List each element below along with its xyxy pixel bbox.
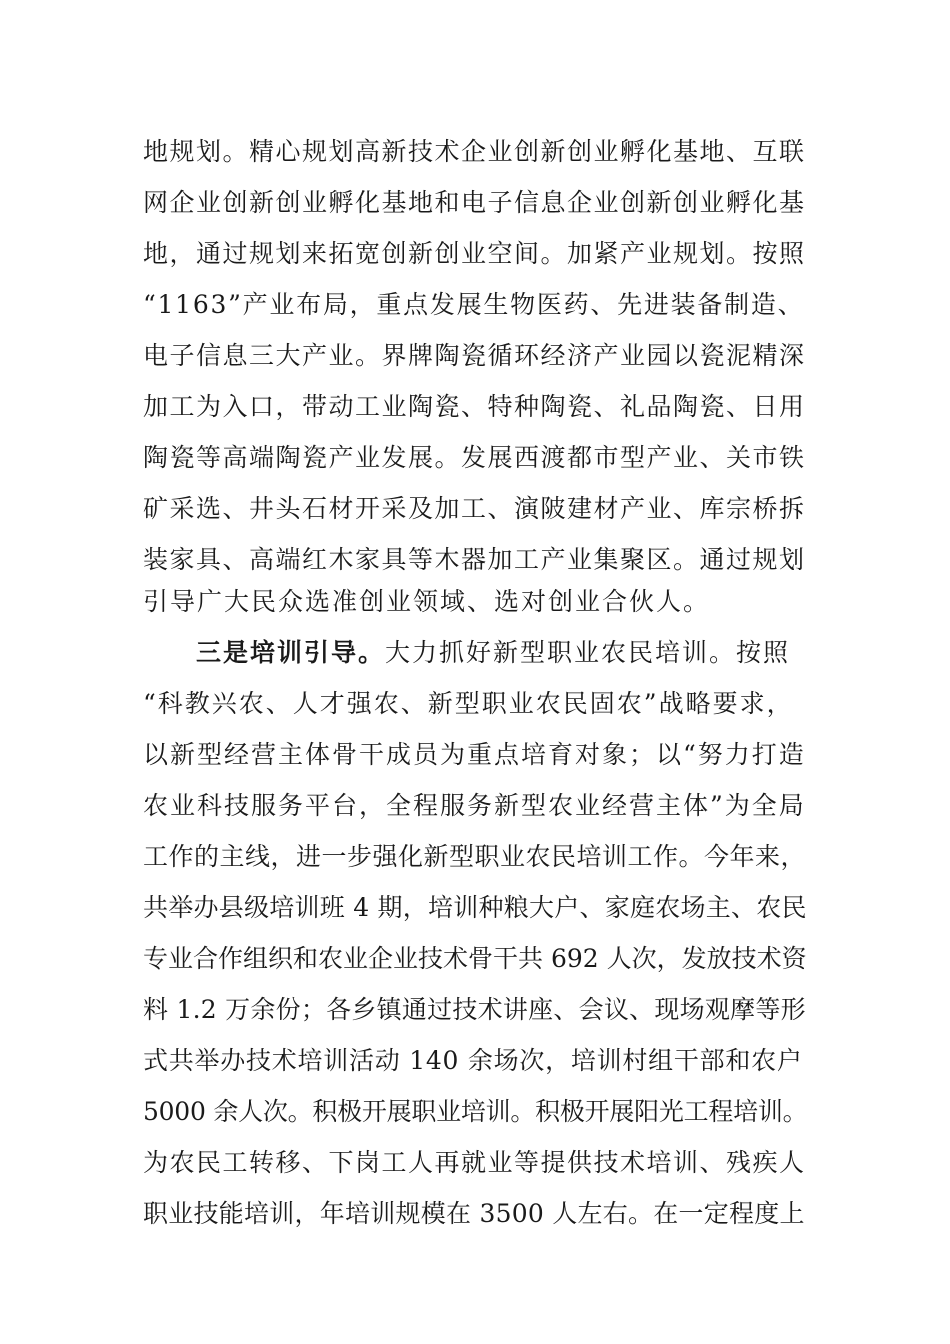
paragraph-line: 引导广大民众选准创业领域、选对创业合伙人。 (143, 587, 711, 616)
paragraph-line: 农业科技服务平台，全程服务新型农业经营主体”为全局 (143, 791, 806, 820)
paragraph-line: 地，通过规划来拓宽创新创业空间。加紧产业规划。按照 (143, 239, 806, 268)
paragraph-line: “1163”产业布局，重点发展生物医药、先进装备制造、 (143, 290, 805, 319)
paragraph-line: 工作的主线，进一步强化新型职业农民培训工作。今年来， (143, 842, 807, 871)
paragraph-line: 地规划。精心规划高新技术企业创新创业孵化基地、互联 (143, 137, 806, 166)
paragraph-line: 共举办县级培训班 4 期，培训种粮大户、家庭农场主、农民 (143, 893, 807, 922)
paragraph-line: 装家具、高端红木家具等木器加工产业集聚区。通过规划 (143, 545, 806, 574)
paragraph-line: 职业技能培训，年培训规模在 3500 人左右。在一定程度上 (143, 1199, 805, 1228)
paragraph-text: 大力抓好新型职业农民培训。按照 (385, 638, 791, 667)
paragraph-line: “科教兴农、人才强农、新型职业农民固农”战略要求， (143, 689, 794, 718)
paragraph-line: 网企业创新创业孵化基地和电子信息企业创新创业孵化基 (143, 188, 806, 217)
paragraph-line: 料 1.2 万余份；各乡镇通过技术讲座、会议、现场观摩等形 (143, 995, 806, 1024)
paragraph-line: 电子信息三大产业。界牌陶瓷循环经济产业园以瓷泥精深 (143, 341, 806, 370)
paragraph-line: 式共举办技术培训活动 140 余场次，培训村组干部和农户 (143, 1046, 803, 1075)
paragraph-line: 以新型经营主体骨干成员为重点培育对象；以“努力打造 (143, 740, 806, 769)
section-heading: 三是培训引导。 (196, 638, 386, 667)
paragraph-first-line (196, 637, 790, 669)
paragraph-line: 5000 余人次。积极开展职业培训。积极开展阳光工程培训。 (143, 1097, 808, 1126)
paragraph-line: 加工为入口，带动工业陶瓷、特种陶瓷、礼品陶瓷、日用 (143, 392, 806, 421)
paragraph-line: 专业合作组织和农业企业技术骨干共 692 人次，发放技术资 (143, 944, 807, 973)
paragraph-line: 陶瓷等高端陶瓷产业发展。发展西渡都市型产业、关市铁 (143, 443, 806, 472)
paragraph-line: 矿采选、井头石材开采及加工、演陂建材产业、库宗桥拆 (143, 494, 806, 523)
paragraph-line: 为农民工转移、下岗工人再就业等提供技术培训、残疾人 (143, 1148, 806, 1177)
